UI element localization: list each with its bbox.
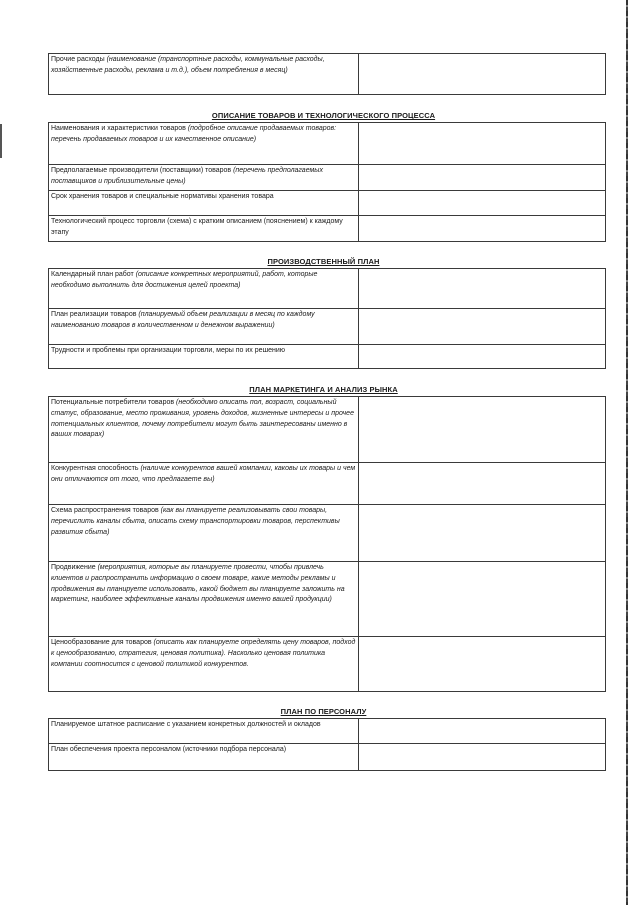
table-row	[49, 165, 606, 191]
answer-cell[interactable]	[359, 123, 606, 165]
row-label-cell	[49, 123, 359, 165]
section-heading: ПЛАН МАРКЕТИНГА И АНАЛИЗ РЫНКА	[249, 385, 398, 394]
section-table	[48, 53, 599, 95]
section-table	[48, 396, 599, 692]
row-label: Продвижение	[51, 564, 96, 571]
table-row	[49, 54, 606, 95]
row-label: Наименования и характеристики товаров	[51, 125, 186, 132]
row-label-cell	[49, 165, 359, 191]
answer-cell[interactable]	[359, 744, 606, 771]
row-label-cell	[49, 562, 359, 637]
answer-cell[interactable]	[359, 719, 606, 744]
row-label-cell	[49, 744, 359, 771]
row-hint: (как вы планируете реализовывать свои товары, перечислить каналы сбыта, описать схему транспортировки товаров, перспективы развития сбыта)	[51, 507, 340, 536]
row-label: Календарный план работ	[51, 271, 134, 278]
row-label-cell	[49, 637, 359, 692]
section-table	[48, 718, 599, 771]
section-table	[48, 268, 599, 369]
table-row	[49, 397, 606, 463]
row-label-cell	[49, 397, 359, 463]
table-row	[49, 123, 606, 165]
row-hint: (перечень предполагаемых поставщиков и приблизительные цены)	[51, 167, 323, 185]
row-label: Планируемое штатное расписание с указанием конкретных должностей и окладов	[51, 721, 321, 728]
row-label: План реализации товаров	[51, 311, 137, 318]
answer-cell[interactable]	[359, 463, 606, 505]
row-label-cell	[49, 463, 359, 505]
row-label: План обеспечения проекта персоналом (источники подбора персонала)	[51, 746, 287, 753]
row-hint: (необходимо описать пол, возраст, социальный статус, образование, место проживания, уровень доходов, жизненные интересы и прочее потенциальных клиентов, почему потребители могут быть заинтересованы именно в ваших товарах)	[51, 399, 354, 439]
section-heading: ПЛАН ПО ПЕРСОНАЛУ	[280, 707, 367, 716]
row-label-cell	[49, 216, 359, 242]
row-label-cell	[49, 309, 359, 345]
table-row	[49, 744, 606, 771]
row-label: Срок хранения товаров и специальные нормативы хранения товара	[51, 193, 274, 200]
row-label: Ценообразование для товаров	[51, 639, 152, 646]
answer-cell[interactable]	[359, 505, 606, 562]
table-row	[49, 505, 606, 562]
table-row	[49, 191, 606, 216]
answer-cell[interactable]	[359, 165, 606, 191]
row-label: Предполагаемые производители (поставщики) товаров	[51, 167, 232, 174]
row-hint: (планируемый объем реализации в месяц по каждому наименованию товаров в количественном и денежном выражении)	[51, 311, 315, 329]
row-label-cell	[49, 191, 359, 216]
answer-cell[interactable]	[359, 562, 606, 637]
answer-cell[interactable]	[359, 637, 606, 692]
answer-cell[interactable]	[359, 216, 606, 242]
row-label: Потенциальные потребители товаров	[51, 399, 175, 406]
table-row	[49, 719, 606, 744]
row-label-cell	[49, 719, 359, 744]
row-label: Технологический процесс торговли (схема) с кратким описанием (пояснением) к каждому этапу	[51, 218, 343, 236]
row-hint: (описать как планируете определять цену товаров, подход к ценообразованию, стратегия, ценовая политика). Насколько ценовая политика компании соотносится с ценовой политикой конкурентов.	[51, 639, 356, 668]
section-table	[48, 122, 599, 242]
row-label-cell	[49, 345, 359, 369]
answer-cell[interactable]	[359, 269, 606, 309]
row-label: Трудности и проблемы при организации торговли, меры по их решению	[51, 347, 286, 354]
row-hint: (описание конкретных мероприятий, работ, которые необходимо выполнить для достижения целей проекта)	[51, 271, 318, 289]
row-hint: (подробное описание продаваемых товаров: перечень продаваемых товаров и их качественное описание)	[51, 125, 337, 143]
answer-cell[interactable]	[359, 397, 606, 463]
table-row	[49, 637, 606, 692]
scan-edge-mark	[0, 124, 2, 158]
row-hint: (наименование (транспортные расходы, коммунальные расходы, хозяйственные расходы, реклама и т.д.), объем потребления в месяц)	[51, 56, 325, 74]
row-label: Схема распространения товаров	[51, 507, 159, 514]
answer-cell[interactable]	[359, 54, 606, 95]
row-label-cell	[49, 269, 359, 309]
row-hint: (мероприятия, которые вы планируете провести, чтобы привлечь клиентов и распространить информацию о своем товаре, какие методы рекламы и продвижения вы планируете использовать, какой бюджет вы планируете заложить на маркетинг, наиболее эффективные каналы продвижения именно вашей продукции)	[51, 564, 345, 604]
row-label-cell	[49, 505, 359, 562]
row-label-cell	[49, 54, 359, 95]
table-row	[49, 562, 606, 637]
table-row	[49, 463, 606, 505]
table-row	[49, 309, 606, 345]
row-label: Прочие расходы	[51, 56, 105, 63]
row-hint: (наличие конкурентов вашей компании, каковы их товары и чем они отличаются от того, что предлагаете вы)	[51, 465, 356, 483]
section-heading: ПРОИЗВОДСТВЕННЫЙ ПЛАН	[267, 257, 380, 266]
row-label: Конкурентная способность	[51, 465, 139, 472]
answer-cell[interactable]	[359, 345, 606, 369]
table-row	[49, 216, 606, 242]
answer-cell[interactable]	[359, 309, 606, 345]
answer-cell[interactable]	[359, 191, 606, 216]
table-row	[49, 345, 606, 369]
section-heading: ОПИСАНИЕ ТОВАРОВ И ТЕХНОЛОГИЧЕСКОГО ПРОЦЕССА	[211, 111, 436, 120]
table-row	[49, 269, 606, 309]
scan-edge-line	[626, 0, 628, 905]
